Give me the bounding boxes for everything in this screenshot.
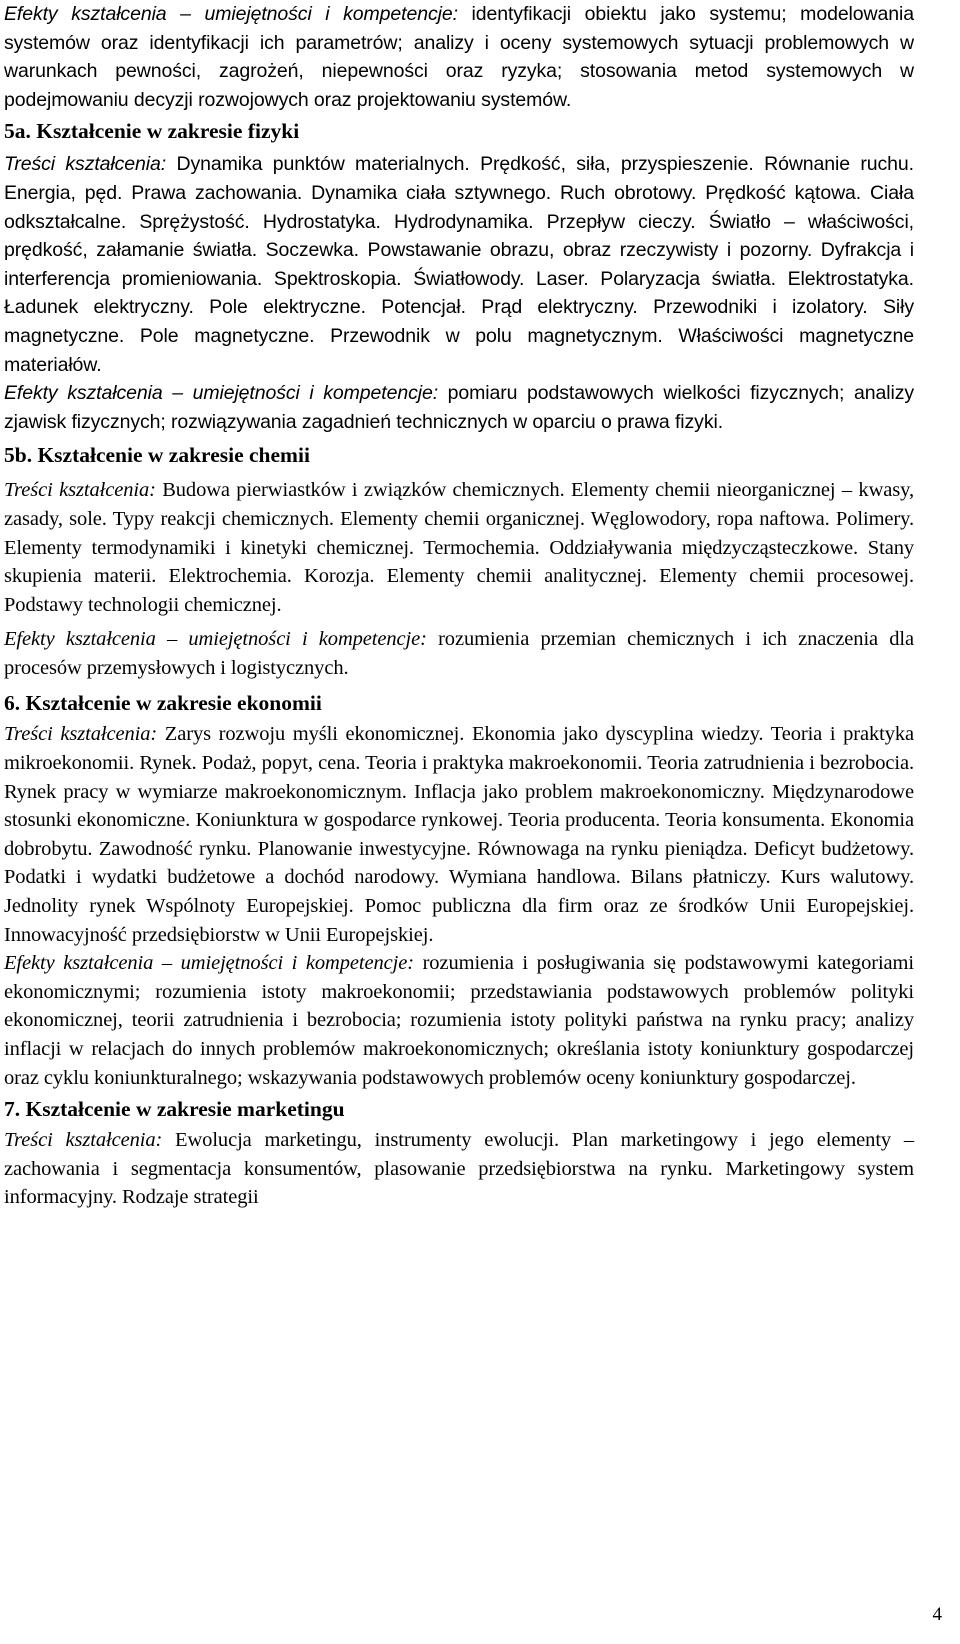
content-label: Treści kształcenia: (4, 1129, 163, 1152)
content-label: Treści kształcenia: (4, 153, 167, 176)
section-heading-marketing: 7. Kształcenie w zakresie marketingu (4, 1097, 345, 1122)
effects-paragraph-physics (4, 379, 914, 436)
effects-text: rozumienia i posługiwania się podstawowymi kategoriami ekonomicznymi; rozumienia istoty makroekonomii; przedstawiania podstawowych problemów polityki ekonomicznej, teorii zatrudnienia i bezrobocia; rozumienia istoty polityki państwa na rynku pracy; analizy inflacji w relacjach do innych problemów makroekonomicznych; określania istoty koniunktury gospodarczej oraz cyklu koniunkturalnego; wskazywania podstawowych problemów oceny koniunktury gospodarczej. (4, 952, 914, 1089)
content-text: Zarys rozwoju myśli ekonomicznej. Ekonomia jako dyscyplina wiedzy. Teoria i praktyka mikroekonomii. Rynek. Podaż, popyt, cena. Teoria i praktyka makroekonomii. Teoria zatrudnienia i bezrobocia. Rynek pracy w wymiarze makroekonomicznym. Inflacja jako problem makroekonomiczny. Międzynarodowe stosunki ekonomiczne. Koniunktura w gospodarce rynkowej. Teoria producenta. Teoria konsumenta. Ekonomia dobrobytu. Zawodność rynku. Planowanie inwestycyjne. Równowaga na rynku pieniądza. Deficyt budżetowy. Podatki i wydatki budżetowe a dochód narodowy. Wymiana handlowa. Bilans płatniczy. Kurs walutowy. Jednolity rynek Wspólnoty Europejskiej. Pomoc publiczna dla firm oraz ze środków Unii Europejskiej. Innowacyjność przedsiębiorstw w Unii Europejskiej. (4, 723, 914, 946)
section-heading-economics: 6. Kształcenie w zakresie ekonomii (4, 691, 322, 716)
effects-paragraph-chemistry (4, 625, 914, 682)
effects-paragraph-systems (4, 0, 914, 114)
content-text: Budowa pierwiastków i związków chemicznych. Elementy chemii nieorganicznej – kwasy, zasady, sole. Typy reakcji chemicznych. Elementy chemii organicznej. Węglowodory, ropa naftowa. Polimery. Elementy termodynamiki i kinetyki chemicznej. Termochemia. Oddziaływania międzycząsteczkowe. Stany skupienia materii. Elektrochemia. Korozja. Elementy chemii analitycznej. Elementy chemii procesowej. Podstawy technologii chemicznej. (4, 479, 914, 616)
effects-label: Efekty kształcenia – umiejętności i kompetencje: (4, 628, 427, 651)
content-paragraph-marketing (4, 1126, 914, 1212)
section-heading-chemistry: 5b. Kształcenie w zakresie chemii (4, 443, 310, 468)
content-label: Treści kształcenia: (4, 723, 158, 746)
content-paragraph-economics (4, 720, 914, 949)
document-body (4, 0, 914, 1212)
content-paragraph-physics (4, 150, 914, 379)
effects-label: Efekty kształcenia – umiejętności i kompetencje: (4, 382, 439, 405)
content-paragraph-chemistry (4, 476, 914, 619)
content-text: Dynamika punktów materialnych. Prędkość, siła, przyspieszenie. Równanie ruchu. Energia, pęd. Prawa zachowania. Dynamika ciała sztywnego. Ruch obrotowy. Prędkość kątowa. Ciała odkształcalne. Sprężystość. Hydrostatyka. Hydrodynamika. Przepływ cieczy. Światło – właściwości, prędkość, załamanie światła. Soczewka. Powstawanie obrazu, obraz rzeczywisty i pozorny. Dyfrakcja i interferencja promieniowania. Spektroskopia. Światłowody. Laser. Polaryzacja światła. Elektrostatyka. Ładunek elektryczny. Pole elektryczne. Potencjał. Prąd elektryczny. Przewodniki i izolatory. Siły magnetyczne. Pole magnetyczne. Przewodnik w polu magnetycznym. Właściwości magnetyczne materiałów. (4, 153, 914, 376)
page-number: 4 (932, 1604, 942, 1625)
effects-label: Efekty kształcenia – umiejętności i kompetencje: (4, 952, 414, 975)
section-heading-physics: 5a. Kształcenie w zakresie fizyki (4, 119, 300, 144)
content-label: Treści kształcenia: (4, 479, 156, 502)
effects-text: rozumienia przemian chemicznych i ich znaczenia dla procesów przemysłowych i logistycznych. (4, 628, 914, 679)
effects-text: pomiaru podstawowych wielkości fizycznych; analizy zjawisk fizycznych; rozwiązywania zagadnień technicznych w oparciu o prawa fizyki. (4, 382, 914, 433)
content-text: Ewolucja marketingu, instrumenty ewolucji. Plan marketingowy i jego elementy – zachowania i segmentacja konsumentów, plasowanie przedsiębiorstwa na rynku. Marketingowy system informacyjny. Rodzaje strategii (4, 1129, 915, 1209)
effects-paragraph-economics (4, 949, 914, 1092)
effects-text: identyfikacji obiektu jako systemu; modelowania systemów oraz identyfikacji ich parametrów; analizy i oceny systemowych sytuacji problemowych w warunkach pewności, zagrożeń, niepewności oraz ryzyka; stosowania metod systemowych w podejmowaniu decyzji rozwojowych oraz projektowaniu systemów. (4, 3, 914, 111)
effects-label: Efekty kształcenia – umiejętności i kompetencje: (4, 3, 458, 25)
